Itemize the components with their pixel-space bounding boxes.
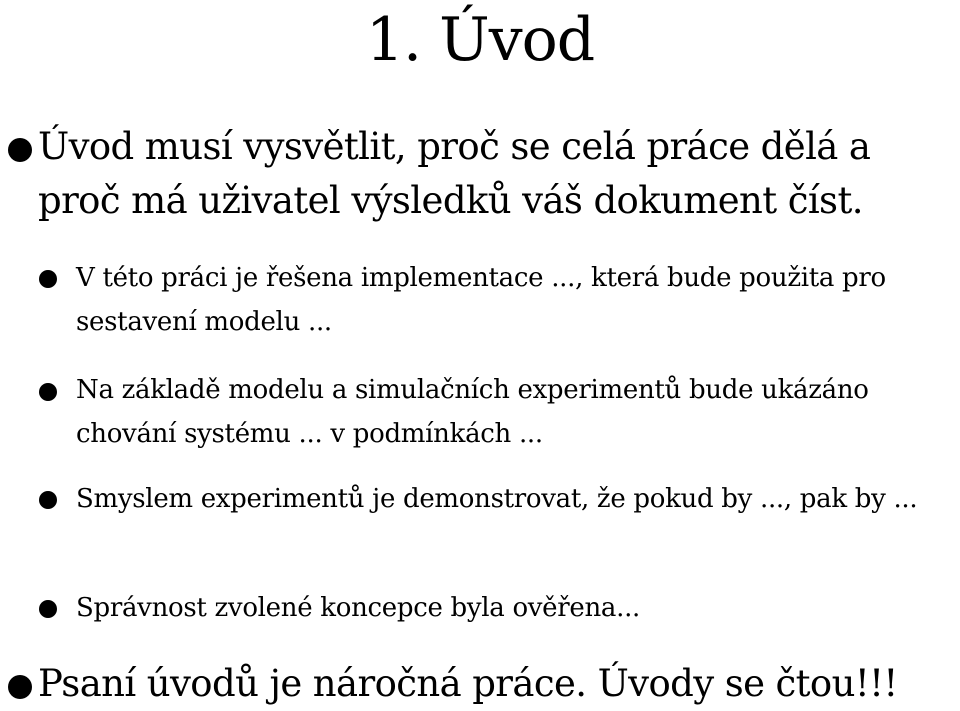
bullet-dot-icon bbox=[39, 383, 57, 401]
bullet-text: Správnost zvolené koncepce byla ověřena... bbox=[76, 593, 641, 623]
bullet-dot-icon bbox=[8, 138, 32, 162]
bullet-text: Úvod musí vysvětlit, proč se celá práce dělá a proč má uživatel výsledků váš dokument číst. bbox=[38, 125, 871, 222]
bullet-text: Smyslem experimentů je demonstrovat, že pokud by ..., pak by ... bbox=[76, 484, 918, 514]
bullet-text: V této práci je řešena implementace ..., která bude použita pro sestavení modelu ... bbox=[76, 263, 886, 337]
bullet-text: Na základě modelu a simulačních experimentů bude ukázáno chování systému ... v podmínkách ... bbox=[76, 375, 869, 449]
bullet-dot-icon bbox=[8, 675, 32, 699]
bullet-text: Psaní úvodů je náročná práce. Úvody se čtou!!! bbox=[38, 662, 898, 705]
bullet-dot-icon bbox=[39, 270, 57, 288]
slide-title: 1. Úvod bbox=[365, 5, 595, 75]
bullet-dot-icon bbox=[39, 491, 57, 509]
bullet-dot-icon bbox=[39, 600, 57, 618]
